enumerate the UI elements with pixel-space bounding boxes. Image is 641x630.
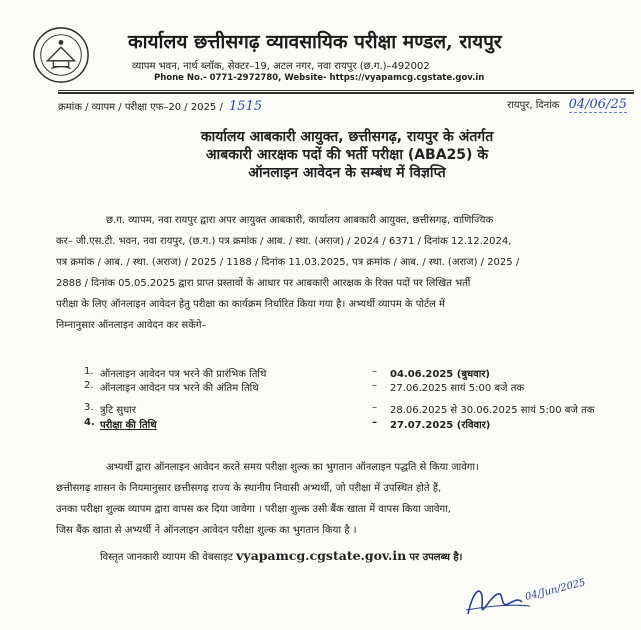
paragraph-line: छत्तीसगढ़ शासन के नियमानुसार छत्तीसगढ़ राज्य के स्थानीय निवासी अभ्यर्थी, जो परीक्षा में उपस्थित होते हैं, bbox=[56, 483, 442, 494]
subject-line: आबकारी आरक्षक पदों की भर्ती परीक्षा (ABA25) के bbox=[205, 147, 489, 163]
paragraph-line: निम्नानुसार ऑनलाइन आवेदन कर सकेंगे– bbox=[56, 320, 207, 331]
schedule-dash: – bbox=[372, 402, 377, 413]
handwritten-signature-icon bbox=[460, 576, 600, 626]
org-name: कार्यालय छत्तीसगढ़ व्यावसायिक परीक्षा मण्डल, रायपुर bbox=[128, 31, 502, 53]
schedule-number: 2. bbox=[84, 380, 94, 391]
footer-note bbox=[100, 548, 462, 563]
schedule-number: 1. bbox=[84, 366, 94, 377]
schedule-value: 04.06.2025 (बुधवार) bbox=[390, 369, 490, 380]
schedule-dash: – bbox=[372, 366, 377, 377]
org-address: व्यापम भवन, नार्थ ब्लॉक, सेक्टर–19, अटल नगर, नवा रायपुर (छ.ग.)–492002 bbox=[132, 61, 430, 72]
schedule-value: 27.06.2025 सायं 5:00 बजे तक bbox=[390, 383, 525, 394]
schedule-value: 28.06.2025 से 30.06.2025 सायं 5:00 बजे तक bbox=[390, 405, 595, 416]
paragraph-line: अभ्यर्थी द्वारा ऑनलाइन आवेदन करते समय परीक्षा शुल्क का भुगतान ऑनलाइन पद्धति से किया जावेगा। bbox=[106, 462, 479, 473]
schedule-number: 3. bbox=[84, 402, 94, 413]
header-rule-thick bbox=[58, 92, 634, 94]
subject-heading bbox=[120, 128, 574, 182]
footer-suffix: पर उपलब्ध है। bbox=[409, 552, 463, 563]
subject-line: कार्यालय आबकारी आयुक्त, छत्तीसगढ़, रायपुर के अंतर्गत bbox=[200, 129, 494, 145]
date-line bbox=[507, 97, 627, 112]
fee-paragraph bbox=[56, 457, 479, 541]
paragraph-line: 2888 / दिनांक 05.05.2025 द्वारा प्राप्त प्रस्तावों के आधार पर आबकारी आरक्षक के रिक्त पदों पर लिखित भर्ती bbox=[56, 278, 471, 289]
footer-prefix: विस्तृत जानकारी व्यापम की वेबसाइट bbox=[100, 552, 233, 563]
schedule-number: 4. bbox=[84, 417, 95, 428]
date-value: 04/06/25 bbox=[568, 97, 627, 112]
paragraph-line: जिस बैंक खाता से अभ्यर्थी ने ऑनलाइन आवेदन परीक्षा शुल्क का भुगतान किया है । bbox=[56, 525, 357, 536]
reference-number: 1515 bbox=[229, 99, 263, 114]
signature-date: 04/Jun/2025 bbox=[524, 577, 587, 603]
subject-line: ऑनलाइन आवेदन के सम्बंध में विज्ञप्ति bbox=[248, 165, 446, 181]
website-link[interactable]: vyapamcg.cgstate.gov.in bbox=[236, 548, 407, 563]
date-label: रायपुर, दिनांक bbox=[507, 100, 560, 111]
paragraph-line: पत्र क्रमांक / आब. / स्था. (अराज) / 2025 / 1188 / दिनांक 11.03.2025, पत्र क्रमांक / आब. / स्था. (अराज) / 2025 / bbox=[56, 257, 520, 268]
reference-line bbox=[58, 99, 262, 114]
schedule-label: ऑनलाइन आवेदन पत्र भरने की अंतिम तिथि bbox=[100, 383, 259, 394]
schedule-label: ऑनलाइन आवेदन पत्र भरने की प्रारंभिक तिथि bbox=[100, 369, 267, 380]
paragraph-line: कर– जी.एस.टी. भवन, नवा रायपुर, (छ.ग.) पत्र क्रमांक / आब. / स्था. (अराज) / 2024 / 6371 / दिनांक 12.12.2024, bbox=[56, 236, 512, 247]
header-rule-thin bbox=[58, 90, 634, 91]
schedule-label: परीक्षा की तिथि bbox=[100, 420, 157, 431]
reference-label: क्रमांक / व्यापम / परीक्षा एफ–20 / 2025 / bbox=[58, 102, 223, 113]
schedule-label: त्रुटि सुधार bbox=[100, 405, 136, 416]
schedule-dash: – bbox=[372, 417, 377, 428]
paragraph-line: परीक्षा के लिए ऑनलाइन आवेदन हेतु परीक्षा का कार्यक्रम निर्धारित किया गया है। अभ्यर्थी व्यापम के पोर्टल में bbox=[56, 299, 445, 310]
org-contact: Phone No.- 0771-2972780, Website- https://vyapamcg.cgstate.gov.in bbox=[154, 73, 485, 83]
paragraph-line: छ.ग. व्यापम, नवा रायपुर द्वारा अपर आयुक्त आबकारी, कार्यालय आबकारी आयुक्त, छत्तीसगढ़, वाणिज्यिक bbox=[106, 215, 494, 226]
schedule-dash: – bbox=[372, 380, 377, 391]
main-paragraph bbox=[56, 210, 519, 336]
schedule-value: 27.07.2025 (रविवार) bbox=[390, 420, 491, 431]
paragraph-line: उनका परीक्षा शुल्क व्यापम द्वारा वापस कर दिया जावेगा । परीक्षा शुल्क उसी बैंक खाता में वापस किया जावेगा, bbox=[56, 504, 451, 515]
vyapam-emblem-icon bbox=[32, 26, 90, 84]
